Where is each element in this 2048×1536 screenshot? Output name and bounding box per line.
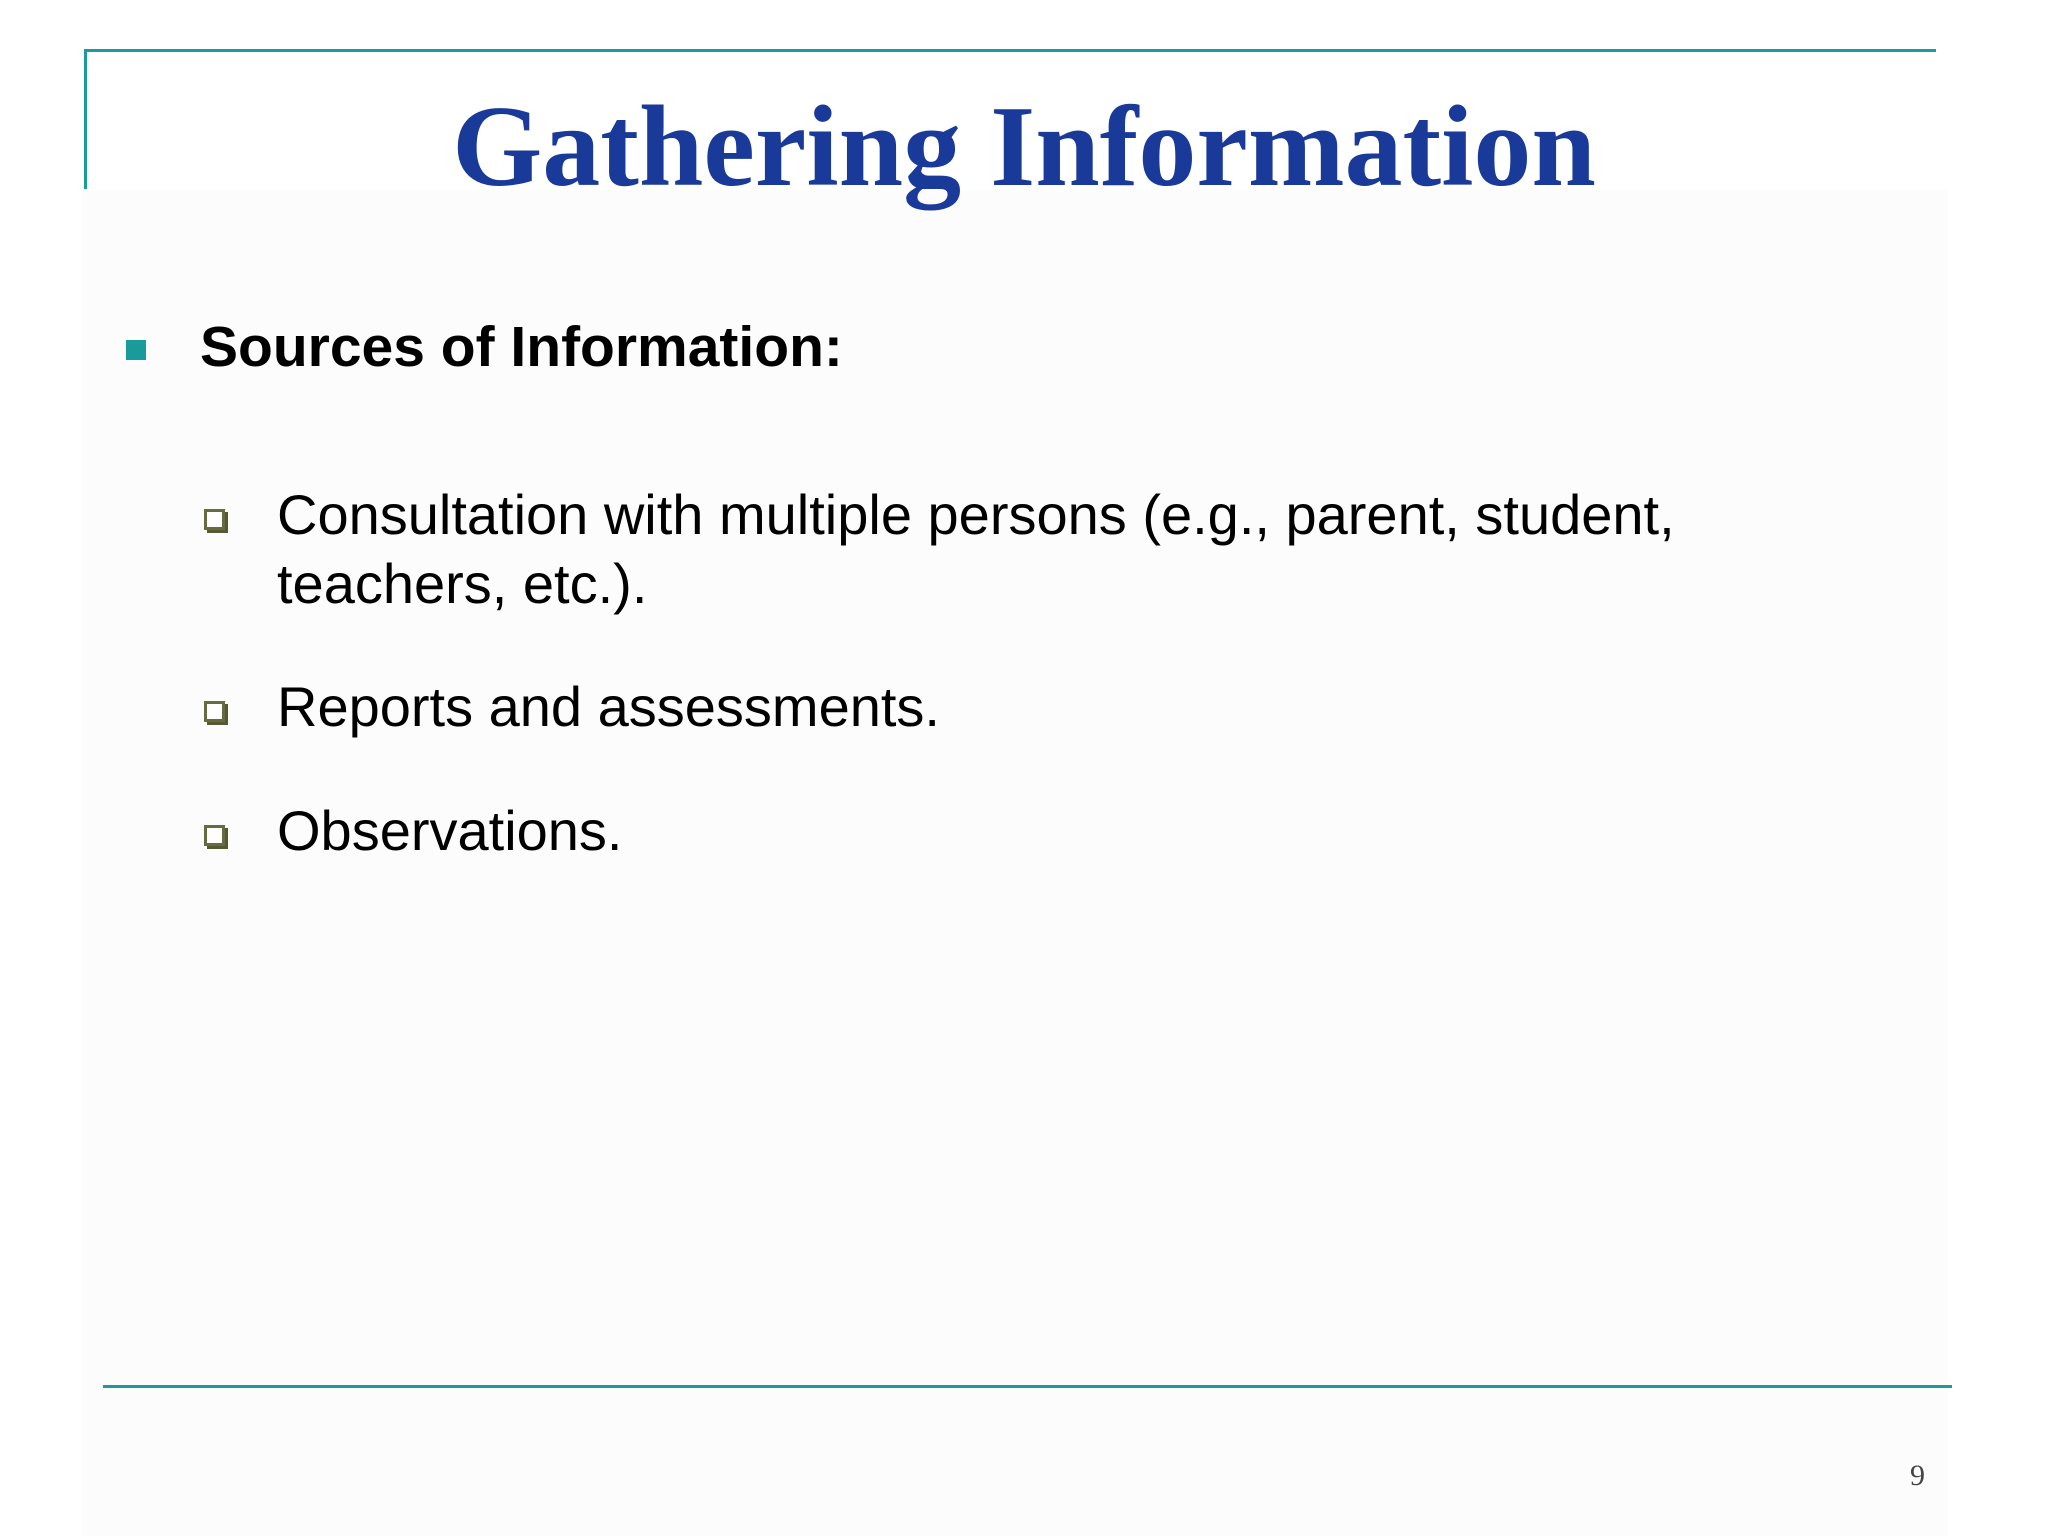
sub-bullet-text: Observations.	[277, 799, 623, 862]
sub-bullet-text: Reports and assessments.	[277, 675, 940, 738]
bullet-item-sources	[126, 312, 843, 382]
page-number: 9	[1910, 1459, 1925, 1492]
hollow-square-bullet-icon	[204, 509, 225, 530]
hollow-square-bullet-icon	[204, 825, 225, 846]
bullet-heading: Sources of Information:	[200, 315, 843, 379]
sub-bullet-text: Consultation with multiple persons (e.g., parent, student, teachers, etc.).	[277, 483, 1675, 615]
sub-bullet-item	[204, 796, 1757, 865]
sub-bullet-item	[204, 672, 1757, 741]
square-bullet-icon	[126, 340, 146, 360]
hollow-square-bullet-icon	[204, 701, 225, 722]
bottom-divider-line	[103, 1385, 1952, 1388]
slide-title: Gathering Information	[452, 83, 1596, 211]
top-divider-line	[84, 49, 1936, 52]
sub-bullet-item	[204, 480, 1757, 618]
